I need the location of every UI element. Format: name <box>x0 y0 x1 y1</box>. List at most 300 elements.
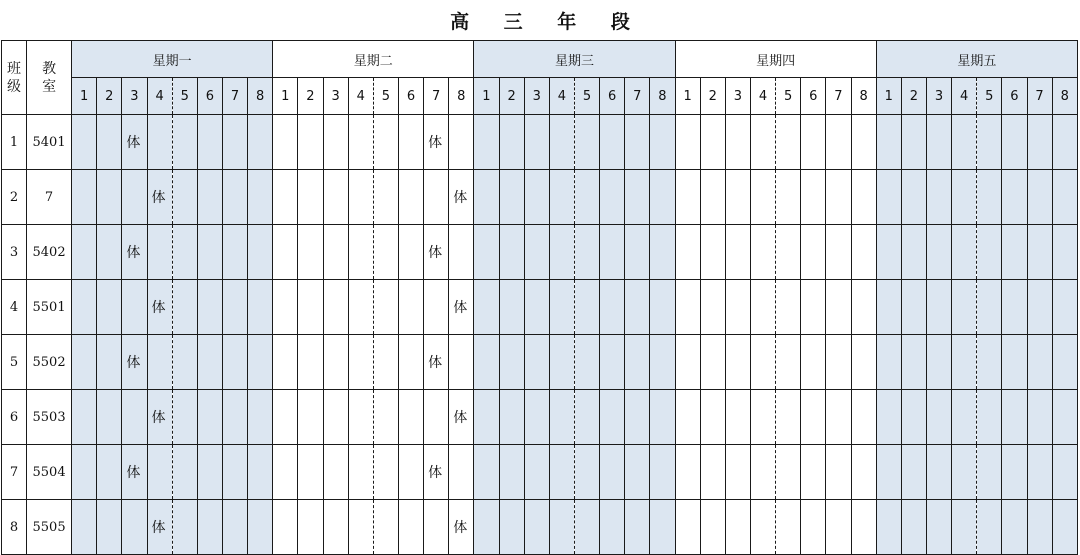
schedule-cell <box>574 335 599 390</box>
period-header: 7 <box>625 78 650 115</box>
schedule-cell <box>851 225 876 280</box>
schedule-cell <box>222 115 247 170</box>
classroom: 5501 <box>27 280 72 335</box>
schedule-cell <box>524 445 549 500</box>
schedule-cell <box>750 225 775 280</box>
period-header: 5 <box>373 78 398 115</box>
schedule-cell <box>851 445 876 500</box>
schedule-cell <box>926 390 951 445</box>
schedule-cell <box>373 170 398 225</box>
schedule-cell <box>449 115 474 170</box>
day-header: 星期四 <box>675 41 876 78</box>
schedule-cell <box>700 445 725 500</box>
schedule-cell <box>1052 445 1077 500</box>
period-header: 1 <box>273 78 298 115</box>
schedule-cell <box>172 115 197 170</box>
schedule-cell <box>750 390 775 445</box>
schedule-cell <box>700 335 725 390</box>
schedule-cell <box>197 170 222 225</box>
schedule-cell <box>1002 225 1027 280</box>
table-row <box>2 445 1078 500</box>
schedule-cell <box>851 335 876 390</box>
schedule-cell <box>776 500 801 555</box>
schedule-cell <box>952 390 977 445</box>
schedule-cell <box>725 390 750 445</box>
schedule-cell <box>600 500 625 555</box>
schedule-cell <box>574 500 599 555</box>
period-header: 2 <box>499 78 524 115</box>
schedule-cell <box>801 390 826 445</box>
classroom: 7 <box>27 170 72 225</box>
schedule-cell <box>675 280 700 335</box>
schedule-cell <box>172 170 197 225</box>
schedule-cell <box>474 390 499 445</box>
schedule-cell <box>398 500 423 555</box>
schedule-cell <box>273 500 298 555</box>
schedule-cell <box>373 390 398 445</box>
day-header: 星期五 <box>876 41 1077 78</box>
class-header: 班级 <box>2 41 27 115</box>
period-header: 3 <box>524 78 549 115</box>
schedule-cell <box>197 445 222 500</box>
schedule-cell <box>826 445 851 500</box>
schedule-cell <box>650 170 675 225</box>
schedule-cell <box>600 225 625 280</box>
table-row <box>2 280 1078 335</box>
schedule-cell <box>222 280 247 335</box>
period-header: 5 <box>172 78 197 115</box>
schedule-cell <box>474 445 499 500</box>
schedule-cell <box>826 225 851 280</box>
table-row <box>2 170 1078 225</box>
schedule-cell <box>750 500 775 555</box>
period-header: 6 <box>398 78 423 115</box>
schedule-cell <box>499 390 524 445</box>
schedule-cell <box>524 280 549 335</box>
schedule-cell <box>373 445 398 500</box>
schedule-cell <box>549 445 574 500</box>
period-header: 6 <box>1002 78 1027 115</box>
schedule-cell <box>248 390 273 445</box>
schedule-cell <box>147 115 172 170</box>
schedule-cell <box>826 390 851 445</box>
schedule-cell <box>97 445 122 500</box>
period-header: 2 <box>901 78 926 115</box>
period-header: 5 <box>977 78 1002 115</box>
period-header: 7 <box>222 78 247 115</box>
class-number: 5 <box>2 335 27 390</box>
schedule-cell <box>574 225 599 280</box>
table-row <box>2 225 1078 280</box>
period-header: 2 <box>700 78 725 115</box>
schedule-cell <box>625 500 650 555</box>
period-header: 4 <box>147 78 172 115</box>
schedule-cell <box>97 225 122 280</box>
schedule-cell <box>348 280 373 335</box>
schedule-cell <box>725 115 750 170</box>
pe-class-cell: 体 <box>449 390 474 445</box>
schedule-cell <box>700 280 725 335</box>
schedule-cell <box>222 390 247 445</box>
schedule-cell <box>197 115 222 170</box>
schedule-cell <box>851 170 876 225</box>
schedule-cell <box>725 500 750 555</box>
schedule-cell <box>147 225 172 280</box>
schedule-cell <box>273 170 298 225</box>
schedule-cell <box>298 225 323 280</box>
schedule-cell <box>273 225 298 280</box>
schedule-cell <box>926 225 951 280</box>
schedule-cell <box>977 500 1002 555</box>
class-number: 8 <box>2 500 27 555</box>
period-header: 7 <box>826 78 851 115</box>
schedule-cell <box>650 390 675 445</box>
schedule-cell <box>801 445 826 500</box>
schedule-cell <box>122 390 147 445</box>
schedule-cell <box>952 445 977 500</box>
schedule-cell <box>348 115 373 170</box>
pe-class-cell: 体 <box>122 115 147 170</box>
schedule-cell <box>248 500 273 555</box>
schedule-cell <box>122 500 147 555</box>
period-header: 6 <box>197 78 222 115</box>
schedule-cell <box>449 225 474 280</box>
schedule-cell <box>298 500 323 555</box>
schedule-cell <box>273 335 298 390</box>
schedule-cell <box>725 225 750 280</box>
schedule-cell <box>499 280 524 335</box>
schedule-cell <box>776 115 801 170</box>
schedule-cell <box>876 445 901 500</box>
schedule-cell <box>725 170 750 225</box>
schedule-cell <box>700 390 725 445</box>
period-header: 4 <box>750 78 775 115</box>
schedule-cell <box>373 500 398 555</box>
schedule-cell <box>97 335 122 390</box>
schedule-cell <box>549 280 574 335</box>
schedule-cell <box>298 335 323 390</box>
schedule-cell <box>97 170 122 225</box>
schedule-cell <box>600 335 625 390</box>
schedule-cell <box>650 500 675 555</box>
classroom: 5504 <box>27 445 72 500</box>
schedule-cell <box>675 445 700 500</box>
schedule-cell <box>952 280 977 335</box>
table-row <box>2 335 1078 390</box>
schedule-cell <box>348 500 373 555</box>
schedule-cell <box>72 390 97 445</box>
schedule-cell <box>650 225 675 280</box>
schedule-cell <box>323 280 348 335</box>
period-header: 5 <box>574 78 599 115</box>
schedule-cell <box>650 445 675 500</box>
schedule-cell <box>197 500 222 555</box>
schedule-cell <box>348 445 373 500</box>
classroom: 5505 <box>27 500 72 555</box>
schedule-cell <box>222 500 247 555</box>
pe-class-cell: 体 <box>424 115 449 170</box>
period-header: 1 <box>474 78 499 115</box>
schedule-cell <box>725 335 750 390</box>
schedule-cell <box>801 335 826 390</box>
schedule-cell <box>952 115 977 170</box>
schedule-cell <box>1027 225 1052 280</box>
schedule-cell <box>122 280 147 335</box>
schedule-cell <box>675 500 700 555</box>
schedule-cell <box>549 390 574 445</box>
schedule-cell <box>1027 445 1052 500</box>
schedule-cell <box>398 390 423 445</box>
schedule-cell <box>248 335 273 390</box>
schedule-cell <box>600 445 625 500</box>
schedule-cell <box>650 280 675 335</box>
schedule-cell <box>72 115 97 170</box>
period-header: 5 <box>776 78 801 115</box>
schedule-table <box>1 40 1078 555</box>
schedule-cell <box>625 280 650 335</box>
schedule-cell <box>826 500 851 555</box>
schedule-cell <box>248 170 273 225</box>
schedule-cell <box>901 225 926 280</box>
table-row <box>2 500 1078 555</box>
schedule-cell <box>700 225 725 280</box>
schedule-cell <box>1052 335 1077 390</box>
period-header: 8 <box>449 78 474 115</box>
schedule-cell <box>398 115 423 170</box>
period-header: 3 <box>725 78 750 115</box>
schedule-cell <box>373 225 398 280</box>
schedule-cell <box>248 225 273 280</box>
schedule-cell <box>549 335 574 390</box>
schedule-cell <box>323 115 348 170</box>
schedule-cell <box>524 225 549 280</box>
schedule-cell <box>926 170 951 225</box>
schedule-cell <box>348 390 373 445</box>
schedule-cell <box>1027 170 1052 225</box>
period-header: 4 <box>348 78 373 115</box>
schedule-cell <box>1002 500 1027 555</box>
schedule-cell <box>1027 280 1052 335</box>
schedule-cell <box>625 225 650 280</box>
schedule-cell <box>147 445 172 500</box>
pe-class-cell: 体 <box>147 280 172 335</box>
schedule-cell <box>424 280 449 335</box>
schedule-cell <box>72 445 97 500</box>
schedule-cell <box>901 335 926 390</box>
schedule-cell <box>273 445 298 500</box>
pe-class-cell: 体 <box>147 500 172 555</box>
class-number: 3 <box>2 225 27 280</box>
schedule-cell <box>549 500 574 555</box>
schedule-cell <box>901 390 926 445</box>
schedule-cell <box>323 500 348 555</box>
schedule-cell <box>474 500 499 555</box>
schedule-cell <box>876 225 901 280</box>
schedule-cell <box>373 115 398 170</box>
schedule-cell <box>1052 115 1077 170</box>
schedule-cell <box>675 335 700 390</box>
schedule-cell <box>977 170 1002 225</box>
pe-class-cell: 体 <box>424 445 449 500</box>
pe-class-cell: 体 <box>424 335 449 390</box>
schedule-cell <box>675 390 700 445</box>
period-header: 1 <box>72 78 97 115</box>
period-header: 6 <box>801 78 826 115</box>
schedule-cell <box>675 170 700 225</box>
schedule-cell <box>197 390 222 445</box>
schedule-cell <box>273 390 298 445</box>
schedule-cell <box>826 115 851 170</box>
schedule-cell <box>625 170 650 225</box>
classroom: 5401 <box>27 115 72 170</box>
schedule-cell <box>323 390 348 445</box>
schedule-cell <box>574 445 599 500</box>
schedule-cell <box>725 280 750 335</box>
schedule-cell <box>499 445 524 500</box>
schedule-cell <box>952 225 977 280</box>
schedule-cell <box>197 280 222 335</box>
schedule-cell <box>650 115 675 170</box>
schedule-cell <box>1052 280 1077 335</box>
schedule-cell <box>1002 390 1027 445</box>
schedule-cell <box>524 500 549 555</box>
period-header: 8 <box>851 78 876 115</box>
period-header: 6 <box>600 78 625 115</box>
schedule-cell <box>298 390 323 445</box>
classroom: 5402 <box>27 225 72 280</box>
schedule-cell <box>172 225 197 280</box>
schedule-cell <box>97 280 122 335</box>
schedule-cell <box>323 335 348 390</box>
schedule-cell <box>323 445 348 500</box>
schedule-cell <box>801 170 826 225</box>
schedule-cell <box>172 335 197 390</box>
schedule-cell <box>1002 445 1027 500</box>
schedule-cell <box>1027 335 1052 390</box>
schedule-cell <box>348 225 373 280</box>
schedule-cell <box>977 225 1002 280</box>
schedule-cell <box>524 115 549 170</box>
schedule-cell <box>926 335 951 390</box>
schedule-cell <box>625 390 650 445</box>
day-header: 星期一 <box>72 41 273 78</box>
schedule-cell <box>977 335 1002 390</box>
schedule-cell <box>499 225 524 280</box>
schedule-cell <box>776 170 801 225</box>
schedule-cell <box>851 500 876 555</box>
schedule-cell <box>750 115 775 170</box>
schedule-cell <box>549 170 574 225</box>
schedule-cell <box>524 170 549 225</box>
schedule-cell <box>122 170 147 225</box>
schedule-cell <box>398 280 423 335</box>
classroom: 5503 <box>27 390 72 445</box>
schedule-cell <box>952 170 977 225</box>
classroom: 5502 <box>27 335 72 390</box>
schedule-cell <box>72 225 97 280</box>
schedule-cell <box>801 280 826 335</box>
schedule-cell <box>197 225 222 280</box>
schedule-cell <box>901 280 926 335</box>
schedule-cell <box>725 445 750 500</box>
day-header: 星期二 <box>273 41 474 78</box>
schedule-cell <box>248 445 273 500</box>
schedule-cell <box>826 170 851 225</box>
period-header: 7 <box>1027 78 1052 115</box>
schedule-cell <box>323 170 348 225</box>
schedule-cell <box>851 390 876 445</box>
schedule-cell <box>72 500 97 555</box>
schedule-cell <box>926 115 951 170</box>
schedule-cell <box>499 500 524 555</box>
schedule-cell <box>398 170 423 225</box>
schedule-cell <box>1027 500 1052 555</box>
schedule-cell <box>776 335 801 390</box>
schedule-cell <box>474 225 499 280</box>
schedule-cell <box>675 115 700 170</box>
period-header: 7 <box>424 78 449 115</box>
schedule-cell <box>776 225 801 280</box>
class-number: 4 <box>2 280 27 335</box>
schedule-cell <box>499 335 524 390</box>
schedule-cell <box>926 445 951 500</box>
schedule-cell <box>474 335 499 390</box>
room-header: 教室 <box>27 41 72 115</box>
schedule-cell <box>700 500 725 555</box>
schedule-cell <box>876 115 901 170</box>
schedule-cell <box>1052 170 1077 225</box>
schedule-cell <box>398 445 423 500</box>
schedule-cell <box>348 335 373 390</box>
pe-class-cell: 体 <box>449 280 474 335</box>
schedule-cell <box>600 280 625 335</box>
schedule-cell <box>1027 390 1052 445</box>
schedule-cell <box>1002 335 1027 390</box>
pe-class-cell: 体 <box>147 170 172 225</box>
schedule-cell <box>1052 390 1077 445</box>
schedule-cell <box>977 115 1002 170</box>
period-header: 3 <box>122 78 147 115</box>
schedule-cell <box>248 280 273 335</box>
schedule-cell <box>801 115 826 170</box>
schedule-cell <box>474 170 499 225</box>
period-header: 8 <box>650 78 675 115</box>
schedule-cell <box>172 500 197 555</box>
class-number: 1 <box>2 115 27 170</box>
schedule-cell <box>97 115 122 170</box>
schedule-cell <box>625 445 650 500</box>
schedule-cell <box>474 280 499 335</box>
schedule-cell <box>876 280 901 335</box>
schedule-cell <box>1002 280 1027 335</box>
schedule-cell <box>323 225 348 280</box>
pe-class-cell: 体 <box>122 335 147 390</box>
schedule-cell <box>72 170 97 225</box>
schedule-cell <box>298 445 323 500</box>
schedule-cell <box>273 115 298 170</box>
period-header: 3 <box>323 78 348 115</box>
schedule-cell <box>876 170 901 225</box>
page-title: 高 三 年 段 <box>450 10 644 33</box>
table-row <box>2 115 1078 170</box>
pe-class-cell: 体 <box>449 500 474 555</box>
schedule-cell <box>826 280 851 335</box>
schedule-cell <box>348 170 373 225</box>
period-header: 1 <box>675 78 700 115</box>
schedule-cell <box>750 445 775 500</box>
schedule-cell <box>147 335 172 390</box>
schedule-cell <box>926 280 951 335</box>
